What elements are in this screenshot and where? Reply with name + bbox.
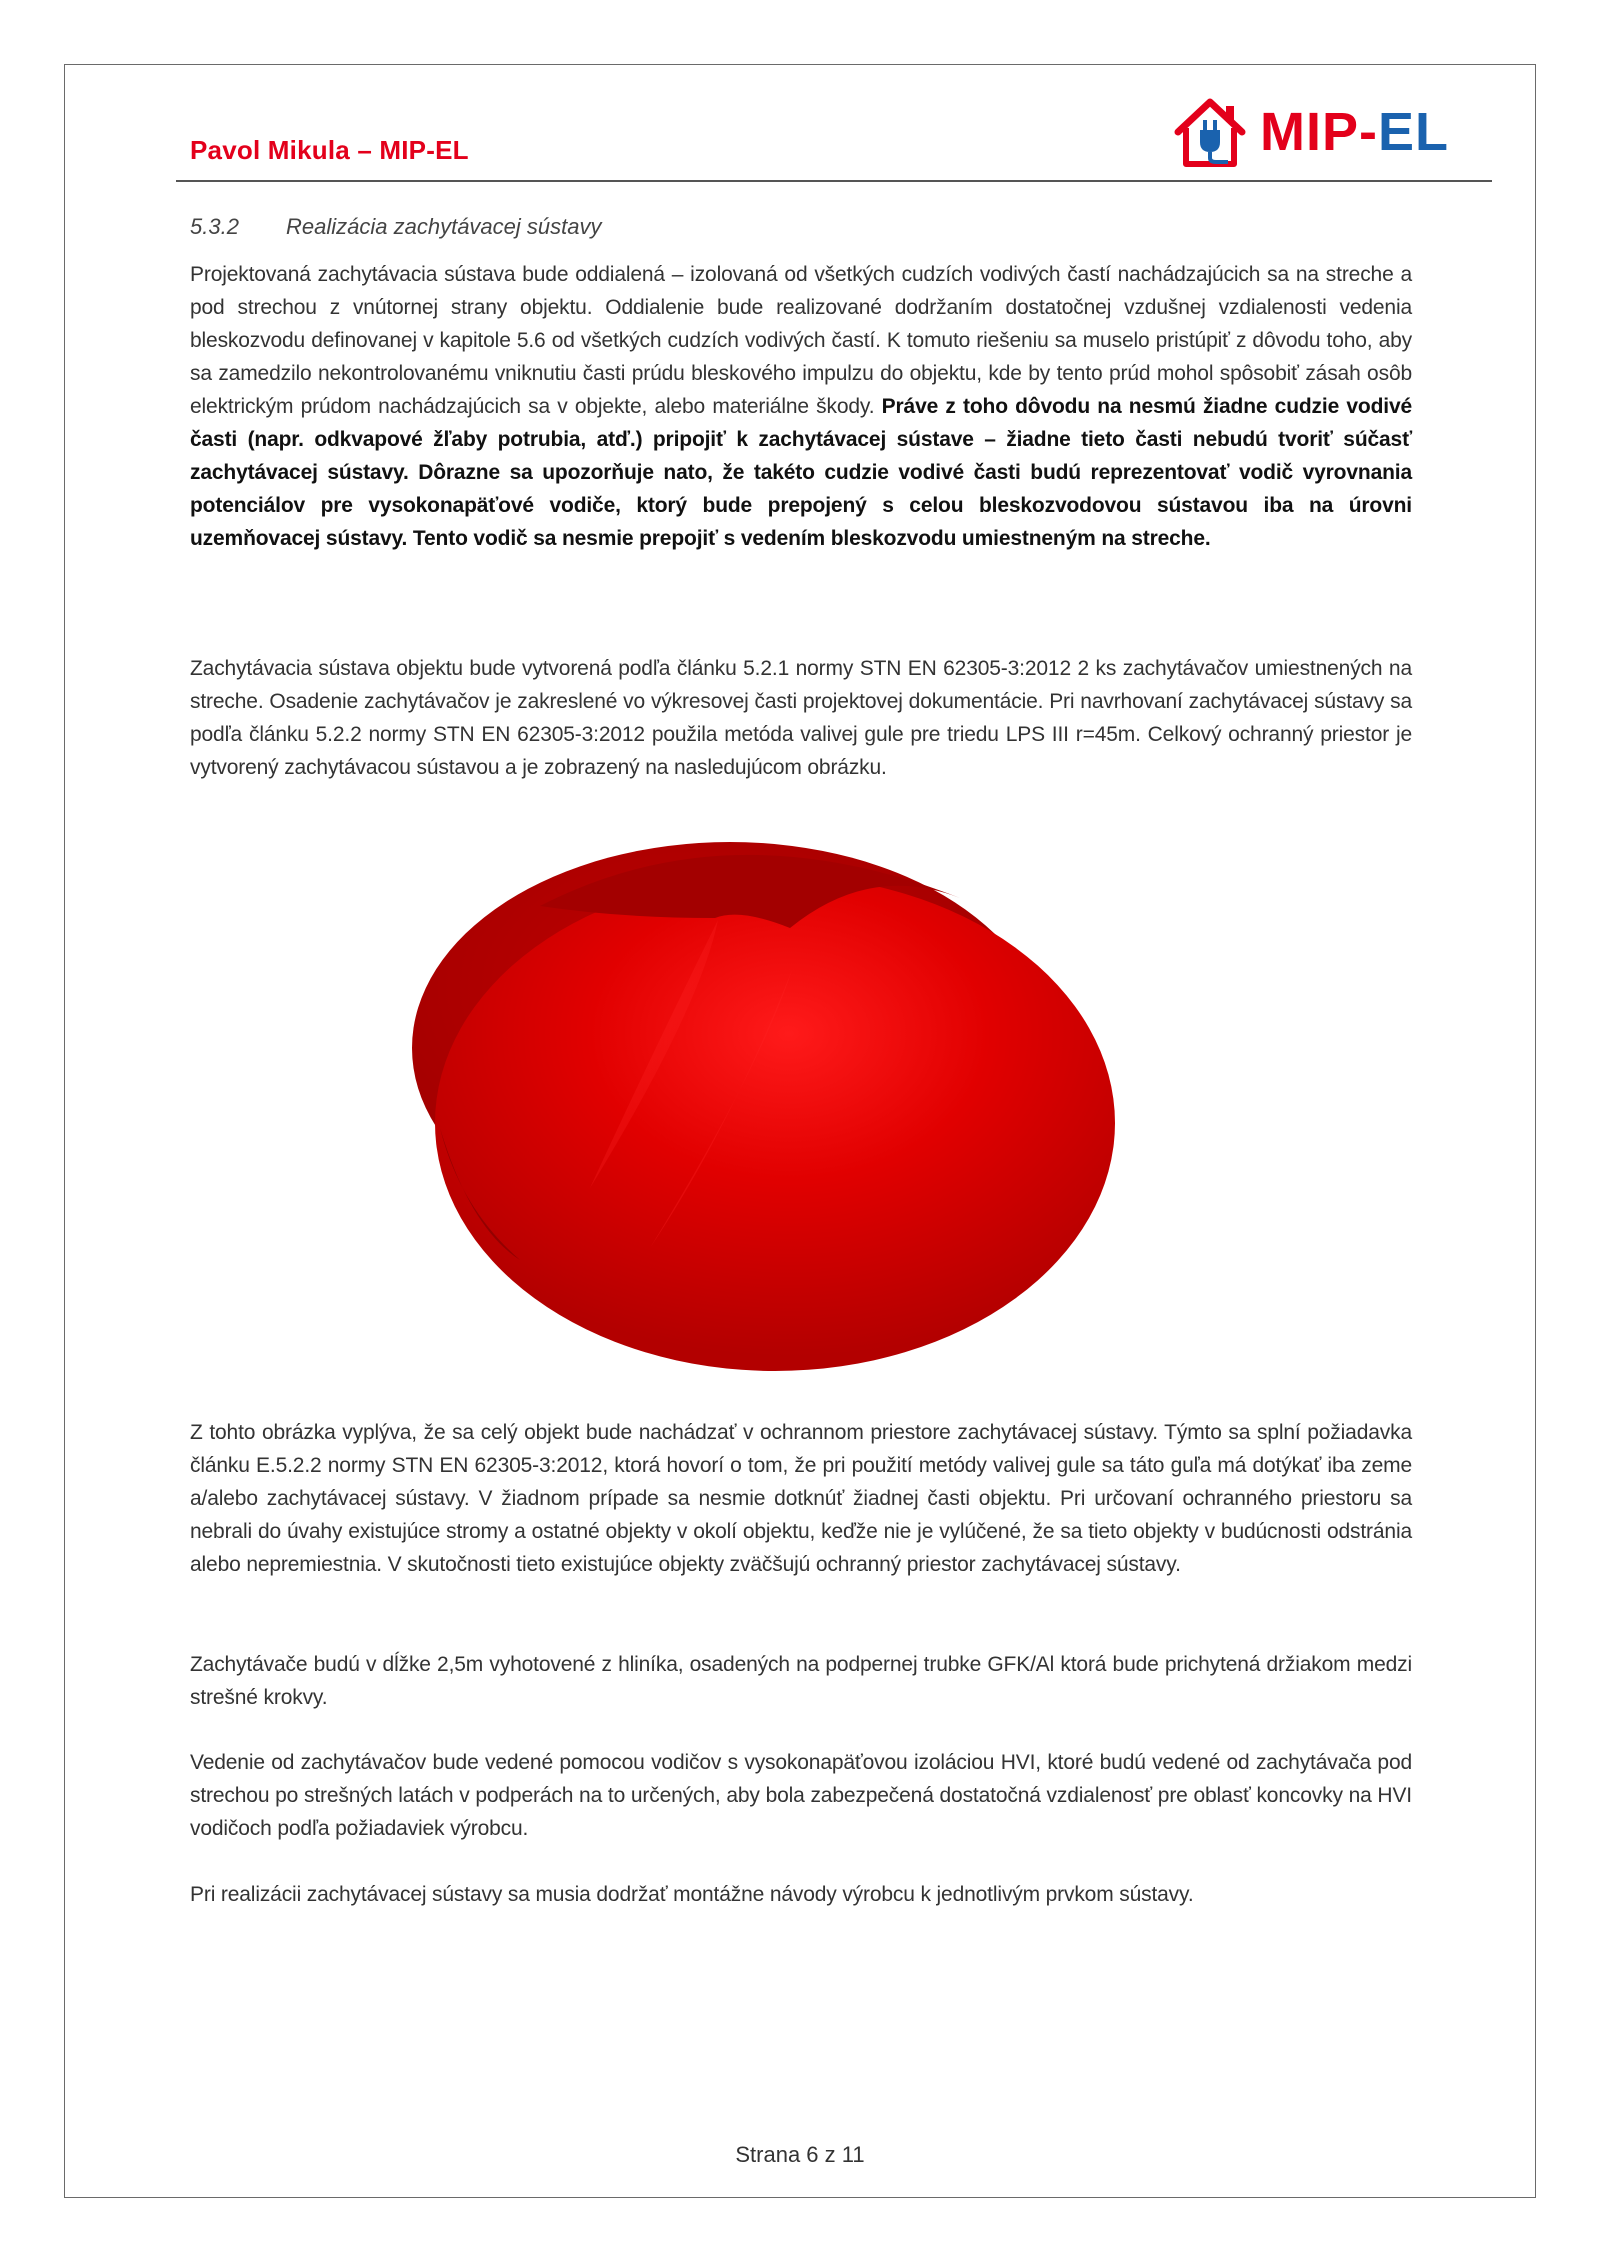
- house-plug-icon: [1170, 92, 1250, 172]
- header-divider: [176, 180, 1492, 182]
- paragraph-installation: Pri realizácii zachytávacej sústavy sa musia dodržať montážne návody výrobcu k jednotlivým prvkom sústavy.: [190, 1883, 1194, 1906]
- header-author: Pavol Mikula – MIP-EL: [190, 135, 469, 165]
- protection-cone-front: [435, 875, 1115, 1371]
- section-number: 5.3.2: [190, 214, 239, 239]
- paragraph-rods: Zachytávače budú v dĺžke 2,5m vyhotovené z hliníka, osadených na podpernej trubke GFK/Al ktorá bude prichytená držiakom medzi strešné krokvy.: [190, 1653, 1412, 1709]
- company-logo: [1170, 92, 1490, 172]
- logo-text: [1260, 100, 1449, 164]
- paragraph-isolation-warning: Práve z toho dôvodu na nesmú žiadne cudzie vodivé časti (napr. odkvapové žľaby potrubia, atď.) pripojiť k zachytávacej sústave – žiadne tieto časti nebudú tvoriť súčasť zachytávacej sústavy. Dôrazne sa upozorňuje nato, že takéto cudzie vodivé časti budú reprezentovať vodič vyrovnania potenciálov pre vysokonapäťové vodiče, ktorý bude prepojený s celou bleskozvodovou sústavou iba na úrovni uzemňovacej sústavy. Tento vodič sa nesmie prepojiť s vedením bleskozvodu umiestneným na streche.: [190, 395, 1412, 550]
- page-number: Strana 6 z 11: [735, 2142, 865, 2167]
- protection-zone-figure: [400, 828, 1140, 1388]
- paragraph-isolation: [190, 258, 1412, 555]
- section-heading: [190, 212, 601, 242]
- paragraph-protection-zone: Z tohto obrázka vyplýva, že sa celý objekt bude nachádzať v ochrannom priestore zachytávacej sústavy. Týmto sa splní požiadavka článku E.5.2.2 normy STN EN 62305-3:2012, ktorá hovorí o tom, že pri použití metódy valivej gule sa táto guľa má dotýkať iba zeme a/alebo zachytávacej sústavy. V žiadnom prípade sa nesmie dotknúť žiadnej časti objektu. Pri určovaní ochranného priestoru sa nebrali do úvahy existujúce stromy a ostatné objekty v okolí objektu, keďže nie je vylúčené, že sa tieto objekty v budúcnosti odstránia alebo nepremiestnia. V skutočnosti tieto existujúce objekty zväčšujú ochranný priestor zachytávacej sústavy.: [190, 1421, 1412, 1576]
- logo-text-red: MIP-: [1260, 102, 1378, 162]
- paragraph-hvi-conductors: Vedenie od zachytávačov bude vedené pomocou vodičov s vysokonapäťovou izoláciou HVI, ktoré budú vedené od zachytávača pod strechou po strešných latách v podperách na to určených, aby bola zabezpečená dostatočná vzdialenosť pre oblasť koncovky na HVI vodičoch podľa požiadaviek výrobcu.: [190, 1751, 1412, 1840]
- logo-text-blue: EL: [1378, 102, 1450, 162]
- paragraph-air-termination: Zachytávacia sústava objektu bude vytvorená podľa článku 5.2.1 normy STN EN 62305-3:2012 2 ks zachytávačov umiestnených na streche. Osadenie zachytávačov je zakreslené vo výkresovej časti projektovej dokumentácie. Pri navrhovaní zachytávacej sústavy sa podľa článku 5.2.2 normy STN EN 62305-3:2012 použila metóda valivej gule pre triedu LPS III r=45m. Celkový ochranný priestor je vytvorený zachytávacou sústavou a je zobrazený na nasledujúcom obrázku.: [190, 657, 1412, 779]
- section-title: Realizácia zachytávacej sústavy: [286, 214, 602, 239]
- paragraph-isolation-text: Projektovaná zachytávacia sústava bude oddialená – izolovaná od všetkých cudzích vodivých častí nachádzajúcich sa na streche a pod strechou z vnútornej strany objektu. Oddialenie bude realizované dodržaním dostatočnej vzdušnej vzdialenosti vedenia bleskozvodu definovanej v kapitole 5.6 od všetkých cudzích vodivých častí. K tomuto riešeniu sa muselo pristúpiť z dôvodu toho, aby sa zamedzilo nekontrolovanému vniknutiu časti prúdu bleskového impulzu do objektu, kde by tento prúd mohol spôsobiť zásah osôb elektrickým prúdom nachádzajúcich sa v objekte, alebo materiálne škody.: [190, 263, 1412, 418]
